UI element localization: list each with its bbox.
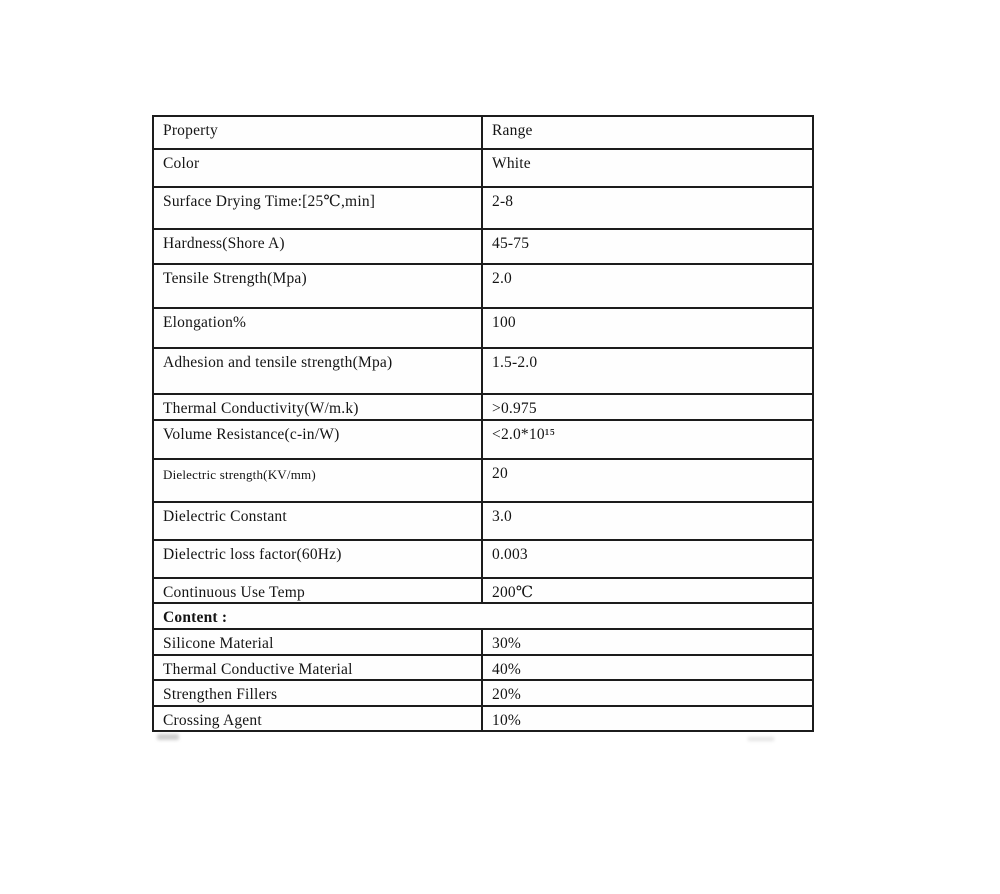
row-value: 20 xyxy=(482,459,813,502)
row-label: Continuous Use Temp xyxy=(153,578,482,603)
content-row-label: Thermal Conductive Material xyxy=(153,655,482,680)
header-property: Property xyxy=(153,116,482,149)
header-range: Range xyxy=(482,116,813,149)
row-label: Tensile Strength(Mpa) xyxy=(153,264,482,308)
content-row xyxy=(153,706,813,731)
table-row xyxy=(153,187,813,229)
row-value: 200℃ xyxy=(482,578,813,603)
row-label: Dielectric loss factor(60Hz) xyxy=(153,540,482,578)
content-row-label: Silicone Material xyxy=(153,629,482,654)
table-row xyxy=(153,264,813,308)
row-label: Thermal Conductivity(W/m.k) xyxy=(153,394,482,420)
row-value: 1.5-2.0 xyxy=(482,348,813,394)
scan-artifact xyxy=(748,737,774,741)
scan-artifact xyxy=(157,734,179,740)
content-row xyxy=(153,629,813,654)
row-label: Volume Resistance(c-in/W) xyxy=(153,420,482,459)
row-value: 45-75 xyxy=(482,229,813,264)
row-label: Adhesion and tensile strength(Mpa) xyxy=(153,348,482,394)
table-row xyxy=(153,459,813,502)
row-value: 2.0 xyxy=(482,264,813,308)
table-row xyxy=(153,578,813,603)
table-row xyxy=(153,540,813,578)
table-row xyxy=(153,394,813,420)
table-header-row xyxy=(153,116,813,149)
section-header-label: Content : xyxy=(153,603,813,629)
content-row-value: 30% xyxy=(482,629,813,654)
content-row-label: Crossing Agent xyxy=(153,706,482,731)
row-value: <2.0*10¹⁵ xyxy=(482,420,813,459)
row-value: 100 xyxy=(482,308,813,348)
row-label: Dielectric strength(KV/mm) xyxy=(153,459,482,502)
content-row-value: 40% xyxy=(482,655,813,680)
spec-table xyxy=(152,115,814,732)
row-label: Color xyxy=(153,149,482,187)
row-value: 3.0 xyxy=(482,502,813,540)
row-label: Hardness(Shore A) xyxy=(153,229,482,264)
table-row xyxy=(153,348,813,394)
section-header-row xyxy=(153,603,813,629)
content-row-value: 20% xyxy=(482,680,813,705)
table-row xyxy=(153,502,813,540)
table-row xyxy=(153,420,813,459)
row-label: Surface Drying Time:[25℃,min] xyxy=(153,187,482,229)
row-value: >0.975 xyxy=(482,394,813,420)
content-row-label: Strengthen Fillers xyxy=(153,680,482,705)
table-row xyxy=(153,149,813,187)
row-label: Elongation% xyxy=(153,308,482,348)
content-row xyxy=(153,655,813,680)
content-row-value: 10% xyxy=(482,706,813,731)
table-row xyxy=(153,308,813,348)
table-row xyxy=(153,229,813,264)
row-value: 2-8 xyxy=(482,187,813,229)
row-label: Dielectric Constant xyxy=(153,502,482,540)
row-value: 0.003 xyxy=(482,540,813,578)
row-value: White xyxy=(482,149,813,187)
content-row xyxy=(153,680,813,705)
